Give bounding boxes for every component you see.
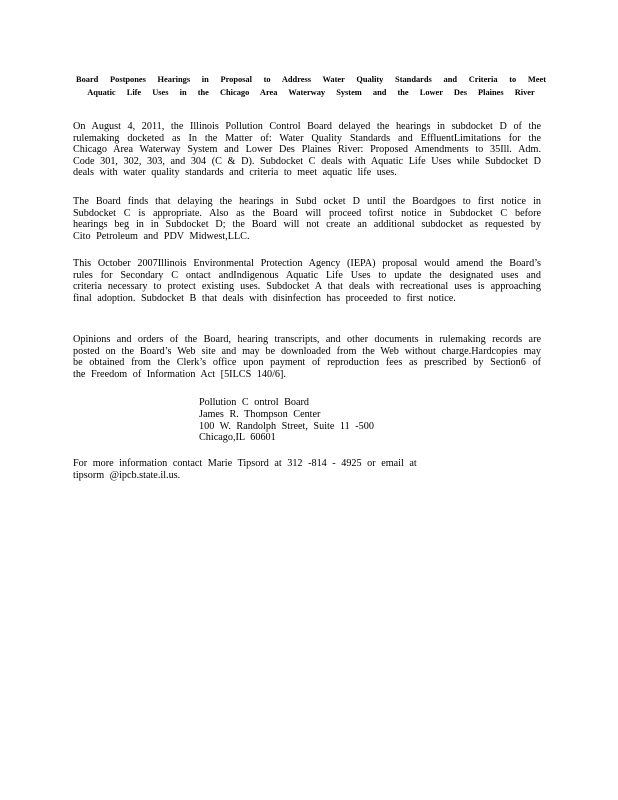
paragraph-records-availability: Opinions and orders of the Board, hearing transcripts, and other documents in rulemaking records are posted on the Board’s Web site and may be downloaded from the Web without charge.Hardcopies may be obtained from the Clerk’s office upon payment of reproduction fees as prescribed by Section6 of the Freedom of Information Act [5ILCS 140/6]. <box>73 334 541 380</box>
document-title: Board Postpones Hearings in Proposal to Address Water Quality Standards and Criteria to Meet Aquatic Life Uses in the Chicago Area Waterway System and the Lower Des Plaines River <box>76 75 546 97</box>
address-line-1: Pollution C ontrol Board <box>199 397 310 408</box>
paragraph-hearing-delay: On August 4, 2011, the Illinois Pollution Control Board delayed the hearings in subdocket D of the rulemaking docketed as In the Matter of: Water Quality Standards and EffluentLimitations for the Chicago Area Waterway System and Lower Des Plaines River: Proposed Amendments to 35Ill. Adm. Code 301, 302, 303, and 304 (C & D). Subdocket C deals with Aquatic Life Uses while Subdocket D deals with water quality standards and criteria to meet aquatic life uses. <box>73 121 541 179</box>
board-address <box>199 397 374 444</box>
address-line-3: 100 W. Randolph Street, Suite 11 -500 <box>199 420 374 432</box>
address-line-4: Chicago,IL 60601 <box>199 432 276 444</box>
paragraph-board-findings: The Board finds that delaying the hearings in Subd ocket D until the Boardgoes to first notice in Subdocket C is appropriate. Also as the Board will proceed tofirst notice in Subdocket C before hearings beg in in Subdocket D; the Board will not create an additional subdocket as requested by Cito Petroleum and PDV Midwest,LLC. <box>73 196 541 242</box>
paragraph-iepa-proposal: This October 2007Illinois Environmental Protection Agency (IEPA) proposal would amend the Board’s rules for Secondary C ontact andIndigenous Aquatic Life Uses to update the designated uses and criteria necessary to protect existing uses. Subdocket A that deals with recreational uses is approaching final adoption. Subdocket B that deals with disinfection has proceeded to first notice. <box>73 258 541 304</box>
address-line-2: James R. Thompson Center <box>199 408 321 420</box>
contact-information: For more information contact Marie Tipsord at 312 -814 - 4925 or email at tipsorm @ipcb.state.il.us. <box>73 458 417 481</box>
